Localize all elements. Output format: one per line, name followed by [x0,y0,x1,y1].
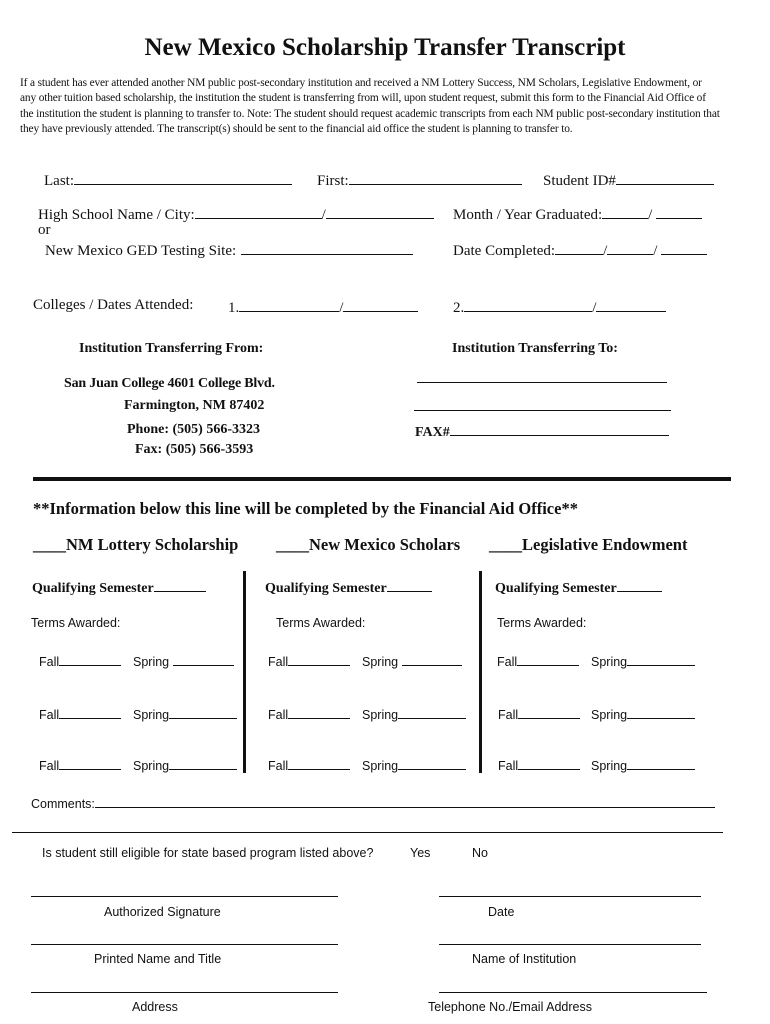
comments-field[interactable] [31,793,715,811]
fall-label: Fall [498,759,519,773]
spring-line[interactable] [627,704,695,719]
transferring-from-heading: Institution Transferring From: [79,341,264,356]
to-fax-field[interactable] [415,421,669,441]
authorized-signature-label: Authorized Signature [104,905,221,919]
comments-line-2[interactable] [12,832,723,833]
fall-field[interactable] [497,651,579,669]
address-label: Address [132,1000,178,1014]
program-label: New Mexico Scholars [309,535,461,554]
spring-field[interactable] [362,651,462,669]
intro-paragraph: If a student has ever attended another NM public post-secondary institution and received a NM Lottery Success, NM Scholars, Legislative Endowment, or any other tuition based scholarship, the institution the student is transferring from will, upon student request, submit this form to the Financial Aid Office of the institution the student is planning to transfer to. Note: The student should request academic transcripts from each NM public post-secondary institution that they have previously attended. The transcript(s) should be sent to the financial aid office the student is planning to transfer to. [20,77,720,135]
spring-label: Spring [591,708,628,722]
spring-label: Spring [591,759,628,773]
spring-line[interactable] [627,651,695,666]
ged-line[interactable] [241,240,413,255]
colleges-label: Colleges / Dates Attended: [33,297,194,313]
spring-line[interactable] [402,651,462,666]
qualifying-semester-line[interactable] [617,577,662,592]
date-completed-day-line[interactable] [607,240,653,255]
yes-option[interactable]: Yes [410,846,431,860]
last-name-label: Last: [44,173,74,189]
program-blank[interactable]: ____ [276,535,309,554]
qualifying-semester-field[interactable] [32,577,206,597]
fall-field[interactable] [498,704,580,722]
graduated-year-line[interactable] [656,204,702,219]
first-name-line[interactable] [349,170,522,185]
or-label: or [38,222,51,238]
fall-label: Fall [39,759,60,773]
last-name-field[interactable] [44,170,292,190]
spring-label: Spring [133,708,170,722]
fax-label: FAX# [415,425,450,440]
college-2-field[interactable] [453,297,666,317]
no-option[interactable]: No [472,846,488,860]
college-separator: / [339,300,344,316]
qualifying-semester-label: Qualifying Semester [495,581,617,596]
spring-field[interactable] [362,755,466,773]
from-phone-line: Phone: (505) 566-3323 [127,422,260,437]
telephone-label: Telephone No./Email Address [428,1000,592,1014]
high-school-label: High School Name / City: [38,207,195,223]
column-divider [479,571,482,773]
fall-line[interactable] [288,704,350,719]
spring-field[interactable] [362,704,466,722]
fall-label: Fall [39,655,60,669]
spring-label: Spring [133,759,170,773]
qualifying-semester-field[interactable] [495,577,662,597]
date-label: Date [488,905,515,919]
ged-field[interactable] [45,240,413,260]
qualifying-semester-line[interactable] [387,577,432,592]
fall-label: Fall [497,655,518,669]
fall-line[interactable] [59,704,121,719]
from-address-line: San Juan College 4601 College Blvd. [64,376,275,391]
student-id-field[interactable] [543,170,714,190]
college-2-name-line[interactable] [464,297,592,312]
signature-line[interactable] [31,896,338,897]
first-name-field[interactable] [317,170,522,190]
qualifying-semester-line[interactable] [154,577,206,592]
from-city-line: Farmington, NM 87402 [124,398,265,413]
program-label: NM Lottery Scholarship [66,535,239,554]
spring-line[interactable] [173,651,234,666]
college-separator: / [592,300,597,316]
program-nm-scholars[interactable] [276,535,460,555]
graduated-separator: / [648,207,653,223]
first-name-label: First: [317,173,349,189]
fall-field[interactable] [39,704,121,722]
to-fax-line[interactable] [450,421,669,436]
qualifying-semester-field[interactable] [265,577,432,597]
spring-field[interactable] [591,651,695,669]
fall-label: Fall [268,655,289,669]
program-label: Legislative Endowment [522,535,688,554]
transferring-to-heading: Institution Transferring To: [452,341,618,356]
program-legislative-endowment[interactable] [489,535,687,555]
spring-label: Spring [362,655,399,669]
college-2-dates-line[interactable] [596,297,666,312]
college-1-dates-line[interactable] [343,297,418,312]
spring-line[interactable] [169,755,237,770]
spring-line[interactable] [398,755,466,770]
spring-field[interactable] [591,704,695,722]
spring-label: Spring [133,655,170,669]
fall-line[interactable] [517,651,579,666]
fall-field[interactable] [39,651,121,669]
spring-label: Spring [362,759,399,773]
graduated-label: Month / Year Graduated: [453,207,603,223]
high-school-field[interactable] [38,204,434,224]
date-line[interactable] [439,896,701,897]
high-school-name-line[interactable] [195,204,322,219]
fall-line[interactable] [518,755,580,770]
fall-field[interactable] [498,755,580,773]
date-completed-month-line[interactable] [555,240,603,255]
ged-label: New Mexico GED Testing Site: [45,243,237,259]
fall-label: Fall [268,708,289,722]
qualifying-semester-label: Qualifying Semester [32,581,154,596]
spring-line[interactable] [169,704,237,719]
spring-label: Spring [362,708,399,722]
fall-line[interactable] [59,651,121,666]
high-school-city-line[interactable] [326,204,434,219]
date-completed-field[interactable] [453,240,707,260]
financial-aid-notice: **Information below this line will be completed by the Financial Aid Office** [33,499,578,518]
college-1-field[interactable] [228,297,418,317]
high-school-separator: / [321,207,326,223]
spring-line[interactable] [627,755,695,770]
address-line[interactable] [31,992,338,993]
college-1-name-line[interactable] [239,297,339,312]
institution-name-line[interactable] [439,944,701,945]
to-address-line[interactable] [414,410,671,411]
graduated-field[interactable] [453,204,702,224]
fall-line[interactable] [288,651,350,666]
institution-name-label: Name of Institution [472,952,577,966]
last-name-line[interactable] [74,170,292,185]
terms-awarded-label: Terms Awarded: [497,616,587,630]
program-nm-lottery[interactable] [33,535,238,555]
fall-field[interactable] [39,755,121,773]
qualifying-semester-label: Qualifying Semester [265,581,387,596]
student-id-label: Student ID# [543,173,616,189]
college-1-number: 1. [228,300,240,316]
printed-name-label: Printed Name and Title [94,952,222,966]
telephone-line[interactable] [439,992,707,993]
section-divider [33,477,731,481]
student-id-line[interactable] [616,170,714,185]
fall-label: Fall [39,708,60,722]
date-separator: / [653,243,658,259]
college-2-number: 2. [453,300,465,316]
eligibility-question: Is student still eligible for state based program listed above? [42,846,374,860]
spring-field[interactable] [591,755,695,773]
date-completed-year-line[interactable] [661,240,707,255]
fall-field[interactable] [268,651,350,669]
graduated-month-line[interactable] [602,204,648,219]
program-blank[interactable]: ____ [33,535,66,554]
column-divider [243,571,246,773]
fall-field[interactable] [268,704,350,722]
spring-field[interactable] [133,755,237,773]
terms-awarded-label: Terms Awarded: [31,616,121,630]
from-fax-line: Fax: (505) 566-3593 [135,442,254,457]
fall-label: Fall [498,708,519,722]
fall-line[interactable] [59,755,121,770]
date-separator: / [603,243,608,259]
comments-label: Comments: [31,797,95,811]
fall-line[interactable] [518,704,580,719]
spring-line[interactable] [398,704,466,719]
date-completed-label: Date Completed: [453,243,556,259]
fall-line[interactable] [288,755,350,770]
page-title: New Mexico Scholarship Transfer Transcript [144,34,626,61]
spring-field[interactable] [133,704,237,722]
spring-field[interactable] [133,651,234,669]
terms-awarded-label: Terms Awarded: [276,616,366,630]
program-blank[interactable]: ____ [489,535,522,554]
fall-field[interactable] [268,755,350,773]
to-institution-line[interactable] [417,382,667,383]
spring-label: Spring [591,655,628,669]
printed-name-line[interactable] [31,944,338,945]
fall-label: Fall [268,759,289,773]
comments-line[interactable] [95,793,715,808]
